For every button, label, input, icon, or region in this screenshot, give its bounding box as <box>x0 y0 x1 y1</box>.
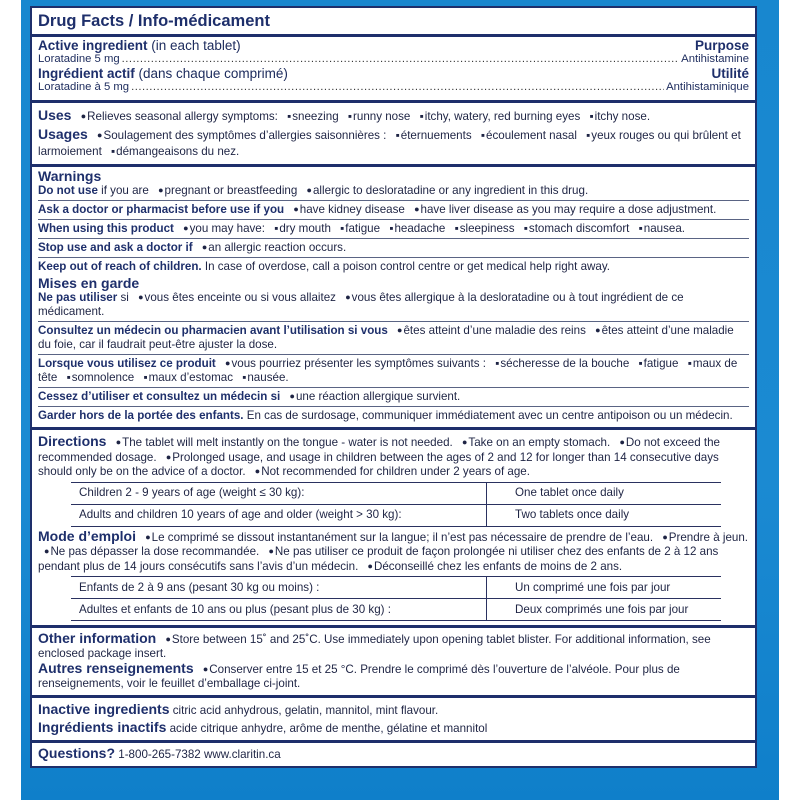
uses-item-en: ▪ itchy nose. <box>590 110 651 123</box>
when-using-item: ▪ dry mouth <box>274 222 331 235</box>
uses-item-en: ▪ itchy, watery, red burning eyes <box>420 110 581 123</box>
active-ingredient-row-fr <box>38 81 749 94</box>
active-heading-row-en <box>38 38 749 53</box>
uses-item-fr: ▪ démangeaisons du nez. <box>111 145 239 158</box>
purpose-heading-en: Purpose <box>694 38 749 53</box>
directions-item: ● Do not exceed the recommended dosage. <box>38 436 720 464</box>
lorsque-item: ▪ maux de tête <box>38 357 737 384</box>
ne-pas-lead: si <box>120 291 129 304</box>
label-title: Drug Facts / Info-médicament <box>38 12 270 30</box>
questions-website: www.claritin.ca <box>204 748 281 761</box>
lorsque-item: ▪ maux d’estomac <box>143 371 233 384</box>
directions-item: ● Not recommended for children under 2 years of age. <box>255 465 530 478</box>
cessez-label: Cessez d’utiliser et consultez un médecin si <box>38 390 281 403</box>
mode-emploi-heading: Mode d’emploi <box>38 527 136 544</box>
lorsque-item: ▪ fatigue <box>639 357 679 370</box>
table-row <box>71 504 721 526</box>
active-ingredient-row-en <box>38 53 749 66</box>
dosage-group: Adultes et enfants de 10 ans ou plus (pesant plus de 30 kg) : <box>71 599 487 621</box>
mode-emploi-item: ● Prendre à jeun. <box>662 531 748 544</box>
uses-item-en: ▪ sneezing <box>287 110 339 123</box>
inactive-ingredients-section <box>32 695 755 740</box>
leader-dots <box>131 81 664 94</box>
do-not-use-item: ● pregnant or breastfeeding <box>158 184 297 197</box>
directions-section <box>32 427 755 625</box>
active-ingredient-en: Loratadine 5 mg <box>38 53 120 65</box>
lorsque-lead: ● vous pourriez présenter les symptômes suivants : <box>225 357 486 370</box>
keep-out-label: Keep out of reach of children. <box>38 260 202 273</box>
when-using-item: ▪ sleepiness <box>455 222 515 235</box>
dosage-amount: Deux comprimés une fois par jour <box>487 599 722 621</box>
when-using-item: ▪ fatigue <box>340 222 380 235</box>
do-not-use-item: ● allergic to desloratadine or any ingredient in this drug. <box>307 184 589 197</box>
consultez-label: Consultez un médecin ou pharmacien avant l’utilisation si vous <box>38 324 388 337</box>
keep-out-text: In case of overdose, call a poison control centre or get medical help right away. <box>204 260 611 273</box>
consultez-item: ● êtes atteint d’une maladie du foie, car il faudrait peut-être ajuster la dose. <box>38 324 734 351</box>
do-not-use <box>38 184 749 200</box>
other-info-heading-en: Other information <box>38 630 157 646</box>
lorsque <box>38 354 749 387</box>
garder-text: En cas de surdosage, communiquer immédiatement avec un centre antipoison ou un médecin. <box>246 409 733 422</box>
dosage-group: Children 2 - 9 years of age (weight ≤ 30 kg): <box>71 482 487 504</box>
table-row <box>71 599 721 621</box>
active-heading-en: Active ingredient <box>38 38 148 53</box>
cessez <box>38 387 749 406</box>
dosage-table-en <box>71 482 721 527</box>
mode-emploi-item: ● Ne pas utiliser ce produit de façon prolongée ni utiliser chez des enfants de 2 à 12 ans pendant plus de 14 jours consécutifs sans l’avis d’un médecin. <box>38 545 718 573</box>
mode-emploi-item: ● Ne pas dépasser la dose recommandée. <box>44 545 259 558</box>
when-using-label: When using this product <box>38 222 174 235</box>
directions-item: ● Prolonged usage, and usage in children between the ages of 2 and 12 for longer than 14 consecutive days should only be on the advice of a doctor. <box>38 451 719 479</box>
lorsque-item: ▪ sécheresse de la bouche <box>495 357 629 370</box>
dosage-amount: Un comprimé une fois par jour <box>487 577 722 599</box>
when-using <box>38 219 749 238</box>
when-using-lead: ● you may have: <box>183 222 265 235</box>
purpose-en: Antihistamine <box>681 53 749 65</box>
stop-use-item: ● an allergic reaction occurs. <box>202 241 346 254</box>
uses-item-en: ▪ runny nose <box>348 110 411 123</box>
keep-out-of-reach <box>38 257 749 276</box>
mode-emploi-item: ● Le comprimé se dissout instantanément sur la langue; il n’est pas nécessaire de prendre de l’eau. <box>145 531 653 544</box>
consultez-item: ● êtes atteint d’une maladie des reins <box>397 324 586 337</box>
uses-item-fr: ▪ éternuements <box>396 129 472 142</box>
active-ingredient-section <box>32 34 755 100</box>
uses-item-fr: ▪ yeux rouges ou qui brûlent et larmoiement <box>38 129 741 158</box>
lorsque-item: ▪ somnolence <box>67 371 135 384</box>
uses-heading-fr: Usages <box>38 126 88 142</box>
do-not-use-lead: if you are <box>101 184 149 197</box>
garder-label: Garder hors de la portée des enfants. <box>38 409 244 422</box>
uses-section <box>32 100 755 164</box>
other-info-text-en: ● Store between 15˚ and 25˚C. Use immediately upon opening tablet blister. For additional information, see enclosed package insert. <box>38 633 711 660</box>
uses-intro-en: ● Relieves seasonal allergy symptoms: <box>81 110 278 123</box>
ask-doctor-item: ● have liver disease as you may require a dose adjustment. <box>414 203 716 216</box>
stop-use <box>38 238 749 257</box>
warnings-section <box>32 164 755 427</box>
active-heading-note-en: (in each tablet) <box>151 38 241 53</box>
other-information-section <box>32 625 755 695</box>
directions-item: ● The tablet will melt instantly on the tongue - water is not needed. <box>116 436 453 449</box>
active-heading-row-fr <box>38 66 749 81</box>
table-row <box>71 577 721 599</box>
other-info-heading-fr: Autres renseignements <box>38 660 194 676</box>
directions-heading: Directions <box>38 433 107 449</box>
warnings-heading: Warnings <box>38 168 102 184</box>
directions-item: ● Take on an empty stomach. <box>462 436 610 449</box>
ne-pas-item: ● vous êtes allergique à la desloratadine ou à tout ingrédient de ce médicament. <box>38 291 684 318</box>
table-row <box>71 482 721 504</box>
ne-pas-utiliser <box>38 291 749 321</box>
questions-phone: 1-800-265-7382 <box>118 748 201 761</box>
when-using-item: ▪ headache <box>389 222 445 235</box>
dosage-amount: Two tablets once daily <box>487 504 722 526</box>
ask-doctor-label: Ask a doctor or pharmacist before use if you <box>38 203 285 216</box>
inactive-heading-fr: Ingrédients inactifs <box>38 719 167 735</box>
active-ingredient-fr: Loratadine à 5 mg <box>38 81 130 93</box>
ne-pas-item: ● vous êtes enceinte ou si vous allaitez <box>138 291 336 304</box>
questions-section <box>32 740 755 766</box>
drug-facts-label <box>30 6 757 768</box>
mode-emploi-item: ● Déconseillé chez les enfants de moins de 2 ans. <box>368 560 623 573</box>
when-using-item: ▪ stomach discomfort <box>524 222 630 235</box>
other-info-text-fr: ● Conserver entre 15 et 25 °C. Prendre le comprimé dès l’ouverture de l’alvéole. Pour plus de renseignements, voir le feuillet d’emballage ci-joint. <box>38 663 680 690</box>
ask-doctor-item: ● have kidney disease <box>293 203 405 216</box>
inactive-text-en: citric acid anhydrous, gelatin, mannitol, mint flavour. <box>172 704 439 717</box>
ne-pas-label: Ne pas utiliser <box>38 291 118 304</box>
dosage-table-fr <box>71 576 721 621</box>
questions-heading: Questions? <box>38 745 116 761</box>
uses-item-fr: ▪ écoulement nasal <box>481 129 577 142</box>
mises-heading: Mises en garde <box>38 275 140 291</box>
leader-dots <box>122 53 680 66</box>
uses-heading-en: Uses <box>38 107 72 123</box>
dosage-group: Enfants de 2 à 9 ans (pesant 30 kg ou moins) : <box>71 577 487 599</box>
ask-doctor <box>38 200 749 219</box>
garder-hors <box>38 406 749 425</box>
when-using-item: ▪ nausea. <box>639 222 685 235</box>
uses-intro-fr: ● Soulagement des symptômes d’allergies saisonnières : <box>97 129 386 142</box>
lorsque-item: ▪ nausée. <box>242 371 288 384</box>
active-heading-fr: Ingrédient actif <box>38 66 135 81</box>
cessez-item: ● une réaction allergique survient. <box>290 390 461 403</box>
inactive-heading-en: Inactive ingredients <box>38 701 170 717</box>
stop-use-label: Stop use and ask a doctor if <box>38 241 193 254</box>
consultez <box>38 321 749 354</box>
do-not-use-label: Do not use <box>38 184 98 197</box>
active-heading-note-fr: (dans chaque comprimé) <box>138 66 288 81</box>
dosage-amount: One tablet once daily <box>487 482 722 504</box>
purpose-fr: Antihistaminique <box>666 81 749 93</box>
inactive-text-fr: acide citrique anhydre, arôme de menthe, gélatine et mannitol <box>169 722 488 735</box>
lorsque-label: Lorsque vous utilisez ce produit <box>38 357 216 370</box>
purpose-heading-fr: Utilité <box>711 66 749 81</box>
dosage-group: Adults and children 10 years of age and older (weight > 30 kg): <box>71 504 487 526</box>
